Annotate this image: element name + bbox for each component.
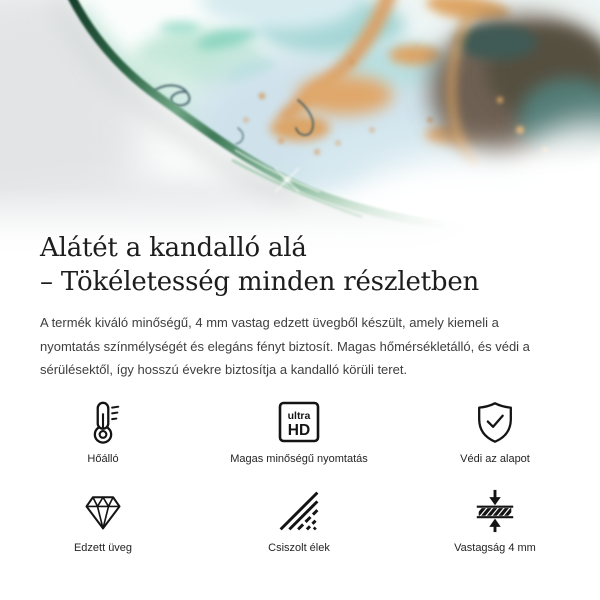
shield-check-icon (472, 399, 518, 445)
thermometer-icon (79, 399, 127, 445)
product-hero-image (0, 0, 600, 258)
thickness-icon (472, 488, 518, 534)
page-title-line1: Alátét a kandalló alá (40, 233, 307, 263)
feature-heat-resistant (5, 399, 201, 466)
product-description: A termék kiváló minőségű, 4 mm vastag edzett üvegből készült, amely kiemeli a nyomtatás színmélységét és elegáns fényt biztosít. Magas hőmérsékletálló, és védi a sérülésektől, így hosszú évekre biztosítja a kandalló körüli teret. (40, 315, 530, 377)
ultra-hd-badge-top: ultra (287, 410, 311, 422)
feature-protects-base (397, 399, 593, 466)
feature-label: Csiszolt élek (268, 542, 330, 554)
feature-label: Magas minőségű nyomtatás (230, 453, 368, 465)
feature-label: Vastagság 4 mm (454, 542, 536, 554)
glass-disc-artwork (0, 0, 600, 258)
feature-label: Hőálló (87, 453, 119, 465)
ultra-hd-icon (277, 399, 321, 445)
diamond-icon (79, 488, 127, 534)
feature-polished-edges (201, 488, 397, 555)
page-title (40, 231, 580, 299)
polished-edges-icon (278, 488, 320, 534)
ultra-hd-badge-bottom: HD (287, 422, 311, 439)
feature-print-quality (201, 399, 397, 466)
page-title-line2: – Tökéletesség minden részletben (40, 267, 480, 297)
feature-label: Edzett üveg (73, 542, 133, 554)
feature-thickness (397, 488, 593, 555)
feature-grid (5, 399, 595, 555)
feature-label: Védi az alapot (460, 453, 530, 465)
feature-tempered-glass (5, 488, 201, 555)
